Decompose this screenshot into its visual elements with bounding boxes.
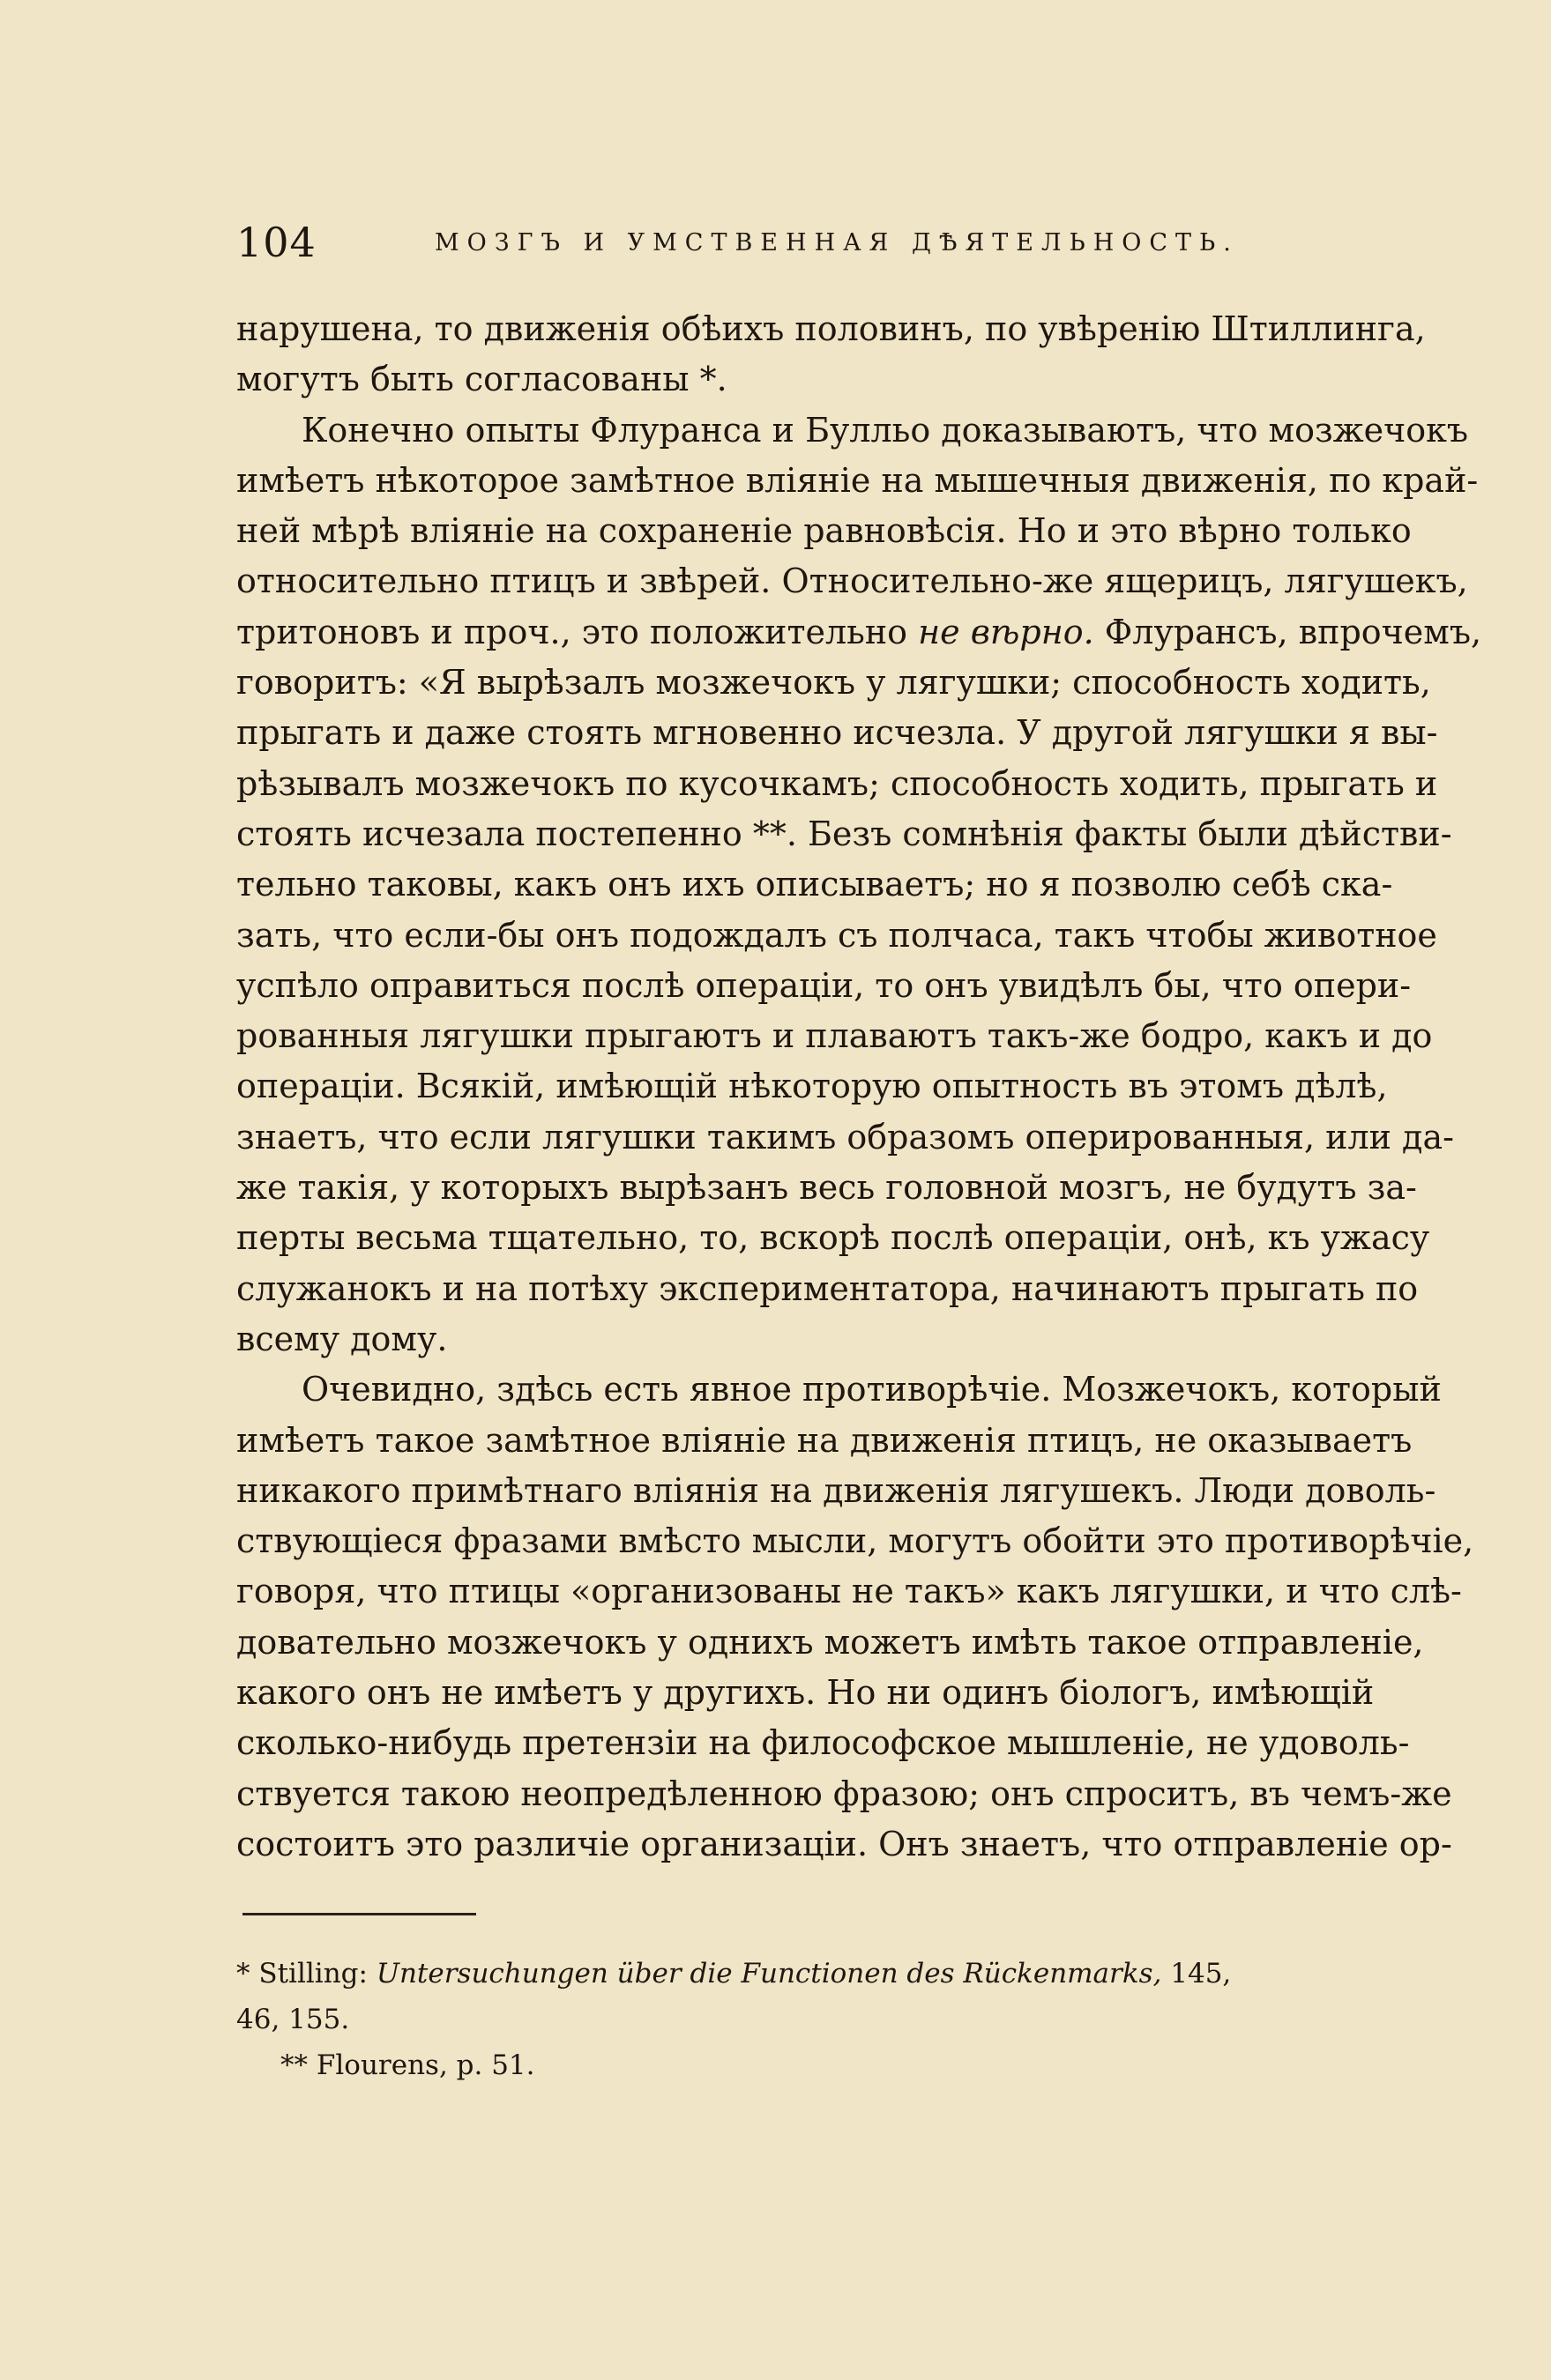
body-text [236,304,1482,1870]
text-line: стоять исчезала постепенно **. Безъ сомнѣнія факты были дѣйстви- [236,814,1452,853]
text-line: Очевидно, здѣсь есть явное противорѣчіе. Мозжечокъ, который [302,1370,1442,1409]
footnote-2 [236,2042,1294,2088]
footnote-1-marker: * Stilling: [236,1958,377,1990]
text-line: состоитъ это различіе организаціи. Онъ знаетъ, что отправленіе ор- [236,1824,1452,1863]
text-line: тельно таковы, какъ онъ ихъ описываетъ; но я позволю себѣ ска- [236,865,1393,904]
footnote-1-title: Untersuchungen über die Functionen des Rückenmarks, [376,1958,1162,1990]
text-line [236,607,1482,658]
text-line: какого онъ не имѣетъ у другихъ. Но ни одинъ біологъ, имѣющій [236,1673,1375,1713]
text-line: могутъ быть согласованы *. [236,360,727,399]
text-line: говоря, что птицы «организованы не такъ» какъ лягушки, и что слѣ- [236,1572,1462,1611]
text-line: служанокъ и на потѣху экспериментатора, начинаютъ прыгать по [236,1268,1419,1308]
text-line: рѣзывалъ мозжечокъ по кусочкамъ; способность ходить, прыгать и [236,763,1438,803]
footnote-1-pages: 145, [1161,1958,1232,1990]
running-title: МОЗГЪ И УМСТВЕННАЯ ДѢЯТЕЛЬНОСТЬ. [435,229,1239,257]
text-line: имѣетъ такое замѣтное вліяніе на движенія птицъ, не оказываетъ [236,1420,1413,1460]
emphasized-text: не вѣрно. [918,612,1094,651]
page-header [236,219,1239,271]
text-line: операціи. Всякій, имѣющій нѣкоторую опытность въ этомъ дѣлѣ, [236,1067,1388,1106]
footnote-1 [236,1951,1294,1997]
text-segment: Флурансъ, впрочемъ, [1093,612,1482,651]
text-line: прыгать и даже стоять мгновенно исчезла. У другой лягушки я вы- [236,713,1438,753]
footnote-1-continuation: 46, 155. [236,2004,350,2035]
text-line: рованныя лягушки прыгаютъ и плаваютъ такъ-же бодро, какъ и до [236,1016,1433,1056]
text-line: знаетъ, что если лягушки такимъ образомъ оперированныя, или да- [236,1117,1454,1157]
text-line: зать, что если-бы онъ подождалъ съ полчаса, такъ чтобы животное [236,915,1437,955]
text-line: довательно мозжечокъ у однихъ можетъ имѣть такое отправленіе, [236,1622,1424,1662]
text-line: Конечно опыты Флуранса и Булльо доказываютъ, что мозжечокъ [302,410,1469,450]
page-number: 104 [236,219,317,266]
text-line: ней мѣрѣ вліяніе на сохраненіе равновѣсія. Но и это вѣрно только [236,511,1412,551]
text-line: говоритъ: «Я вырѣзалъ мозжечокъ у лягушки; способность ходить, [236,663,1431,703]
footnote-2-marker: ** Flourens, [280,2049,457,2081]
text-line: относительно птицъ и звѣрей. Относительно-же ящерицъ, лягушекъ, [236,562,1468,601]
text-line: перты весьма тщательно, то, вскорѣ послѣ операціи, онѣ, къ ужасу [236,1218,1430,1258]
text-segment: тритоновъ и проч., это положительно [236,612,919,651]
footnote-divider [242,1913,476,1915]
text-line: же такія, у которыхъ вырѣзанъ весь головной мозгъ, не будутъ за- [236,1168,1417,1208]
text-line: имѣетъ нѣкоторое замѣтное вліяніе на мышечныя движенія, по край- [236,460,1479,500]
text-line: успѣло оправиться послѣ операціи, то онъ увидѣлъ бы, что опери- [236,965,1412,1005]
text-line: ствующіеся фразами вмѣсто мысли, могутъ обойти это противорѣчіе, [236,1521,1474,1561]
text-line: сколько-нибудь претензіи на философское мышленіе, не удоволь- [236,1723,1410,1763]
text-line: нарушена, то движенія обѣихъ половинъ, по увѣренію Штиллинга, [236,309,1426,348]
text-line: никакого примѣтнаго вліянія на движенія лягушекъ. Люди доволь- [236,1470,1436,1510]
footnote-2-pages: p. 51. [456,2049,535,2081]
text-line: ствуется такою неопредѣленною фразою; онъ спроситъ, въ чемъ-же [236,1774,1452,1813]
footnotes [236,1951,1294,2088]
text-line: всему дому. [236,1319,448,1358]
